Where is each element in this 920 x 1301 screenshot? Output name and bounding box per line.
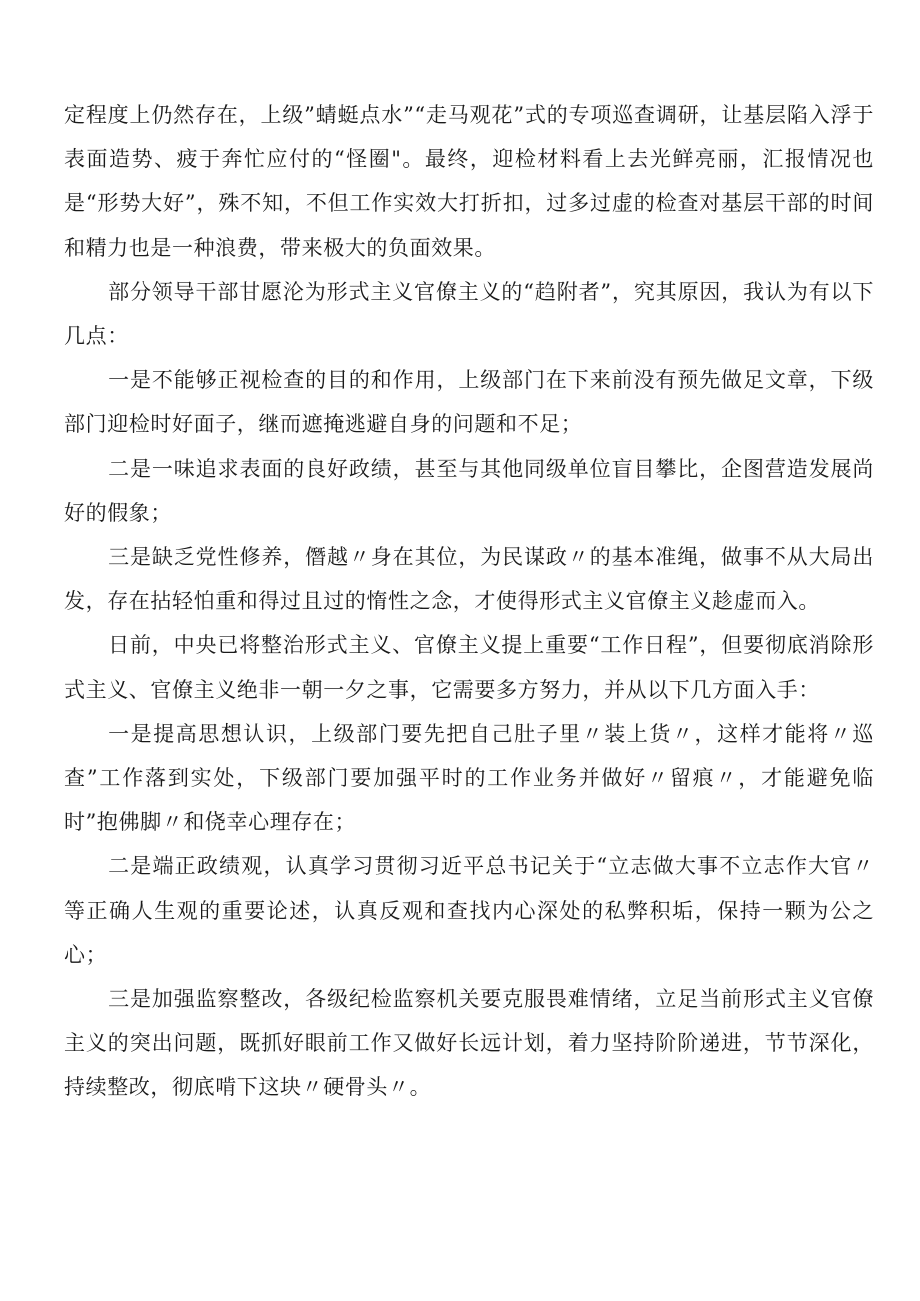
paragraph-measure-2: 二是端正政绩观，认真学习贯彻习近平总书记关于“立志做大事不立志作大官〃等正确人生观的重要论述，认真反观和查找内心深处的私弊积垢，保持一颗为公之心； [64, 854, 874, 967]
paragraph-continuation: 定程度上仍然存在，上级”蜻蜓点水”“走马观花”式的专项巡查调研，让基层陷入浮于表面造势、疲于奔忙应付的“怪圈"。最终，迎检材料看上去光鲜亮丽，汇报情况也是“形势大好”，殊不知，不但工作实效大打折扣，过多过虚的检查对基层干部的时间和精力也是一种浪费，带来极大的负面效果。 [64, 103, 874, 260]
paragraph-cause-1: 一是不能够正视检查的目的和作用，上级部门在下来前没有预先做足文章，下级部门迎检时好面子，继而遮掩逃避自身的问题和不足； [64, 368, 874, 437]
paragraph-measure-3: 三是加强监察整改，各级纪检监察机关要克服畏难情绪，立足当前形式主义官僚主义的突出问题，既抓好眼前工作又做好长远计划，着力坚持阶阶递进，节节深化，持续整改，彻底啃下这块〃硬骨头〃。 [64, 987, 874, 1100]
paragraph-cause-2: 二是一味追求表面的良好政绩，甚至与其他同级单位盲目攀比，企图营造发展尚好的假象； [64, 456, 874, 525]
paragraph-measure-1: 一是提高思想认识，上级部门要先把自己肚子里〃装上货〃，这样才能将〃巡查”工作落到实处，下级部门要加强平时的工作业务并做好〃留痕〃，才能避免临时”抱佛脚〃和侥幸心理存在； [64, 721, 874, 835]
paragraph-causes-intro: 部分领导干部甘愿沦为形式主义官僚主义的“趋附者”，究其原因，我认为有以下几点： [64, 279, 874, 349]
document-body [64, 93, 874, 1110]
paragraph-cause-3: 三是缺乏党性修养，僭越〃身在其位，为民谋政〃的基本准绳，做事不从大局出发，存在拈轻怕重和得过且过的惰性之念，才使得形式主义官僚主义趁虚而入。 [64, 545, 874, 614]
paragraph-measures-intro: 日前，中央已将整治形式主义、官僚主义提上重要“工作日程”，但要彻底消除形式主义、官僚主义绝非一朝一夕之事，它需要多方努力，并从以下几方面入手： [64, 633, 874, 702]
